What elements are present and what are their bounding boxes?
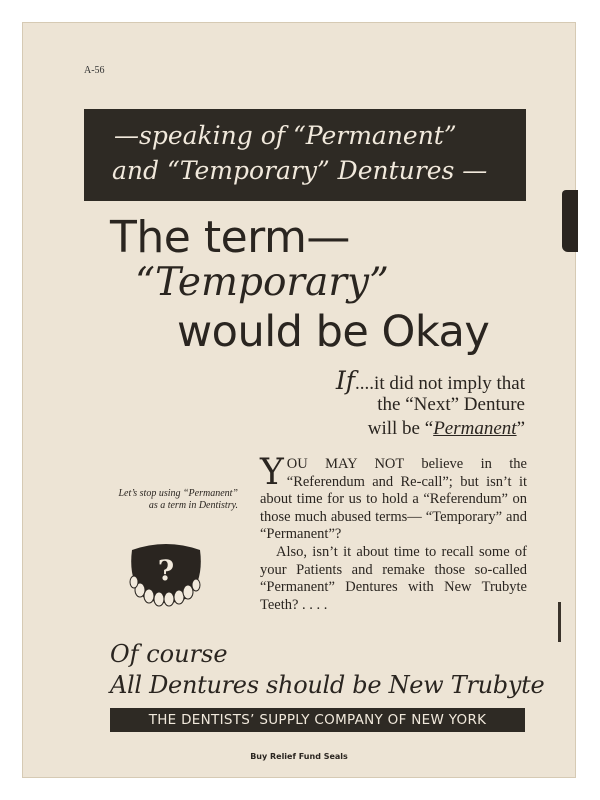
subhead-line-3 xyxy=(292,418,525,440)
top-banner xyxy=(84,109,526,201)
denture-question-icon xyxy=(126,540,206,608)
slogan-line-1: Of course xyxy=(110,640,228,668)
body-paragraph-2: Also, isn’t it about time to recall some of your Patients and remake those so-called “Permanent” Dentures with New Trubyte Teeth? . . . . xyxy=(260,543,527,613)
body-copy xyxy=(260,452,527,614)
body-paragraph-1 xyxy=(260,452,527,544)
company-banner: THE DENTISTS’ SUPPLY COMPANY OF NEW YORK xyxy=(110,708,525,732)
subhead-line-1 xyxy=(230,366,525,395)
subhead-line-1-rest: ....it did not imply that xyxy=(355,373,525,394)
ad-page xyxy=(22,22,576,778)
headline-line-2: “Temporary” xyxy=(135,260,389,305)
body-paragraph-1-text: OU MAY NOT believe in the “Referendum and Re-call”; but isn’t it about time for us to hold a “Referendum” on those much abused terms— “Temporary” and “Permanent”? xyxy=(260,456,527,543)
footer-text: Buy Relief Fund Seals xyxy=(250,752,348,761)
slogan-line-2: All Dentures should be New Trubyte xyxy=(110,671,545,699)
edge-scratch-mark xyxy=(558,602,561,642)
page-number: A-56 xyxy=(84,65,105,76)
side-note: Let’s stop using “Permanent” as a term in Dentistry. xyxy=(118,488,238,511)
headline-line-1: The term— xyxy=(110,212,350,263)
subhead-line-3-suffix: ” xyxy=(516,418,525,439)
subhead-if-word: If xyxy=(335,366,356,395)
svg-text:?: ? xyxy=(157,554,175,587)
headline-line-3: would be Okay xyxy=(177,307,490,357)
subhead-line-2: the “Next” Denture xyxy=(377,394,525,415)
subhead-emphasis: Permanent xyxy=(433,418,517,439)
edge-tear-mark xyxy=(562,190,578,252)
drop-cap: Y xyxy=(260,452,284,493)
banner-line-2: and “Temporary” Dentures — xyxy=(112,156,488,185)
banner-line-1: —speaking of “Permanent” xyxy=(114,121,457,150)
subhead-line-3-prefix: will be “ xyxy=(367,418,434,439)
